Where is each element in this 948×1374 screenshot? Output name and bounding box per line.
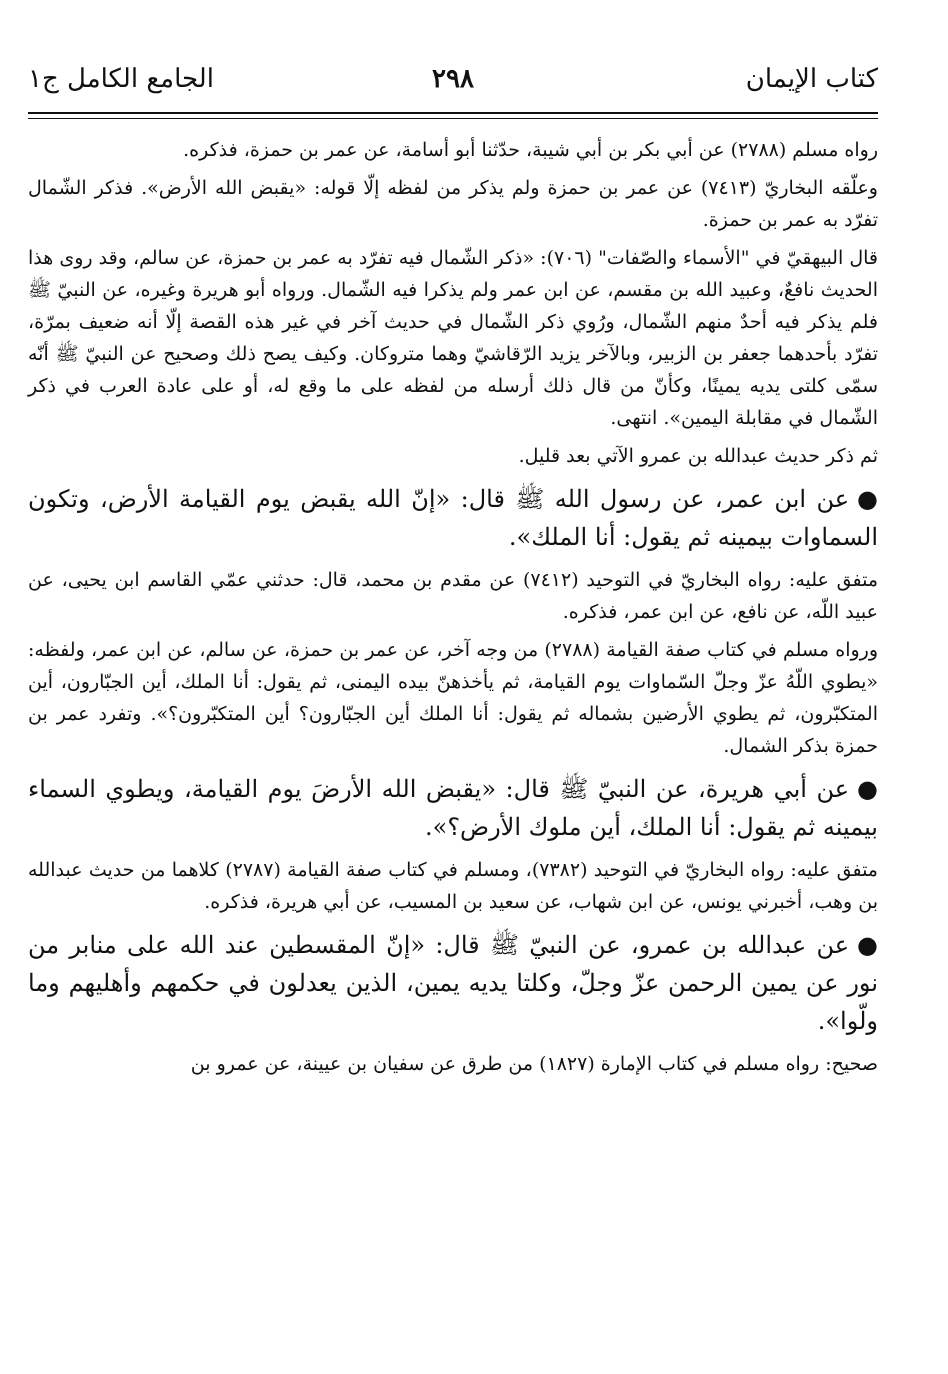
paragraph-footnote: متفق عليه: رواه البخاريّ في التوحيد (٧٤١٢) عن مقدم بن محمد، قال: حدثني عمّي القاسم ابن يحيى، عن عبيد اللّه، عن نافع، عن ابن عمر، فذكره. <box>28 569 878 623</box>
paragraph-footnote: ورواه مسلم في كتاب صفة القيامة (٢٧٨٨) من وجه آخر، عن عمر بن حمزة، عن سالم، عن ابن عمر، ولفظه: «يطوي اللّهُ عزّ وجلّ السّماوات يوم القيامة، ثم يأخذهنّ بيده اليمنى، ثم يقول: أنا الملك، أين الجبّارون، أين المتكبّرون، ثم يطوي الأرضين بشماله ثم يقول: أنا الملك أين الجبّارون؟ أين المتكبّرون؟». وتفرد عمر بن حمزة بذكر الشمال. <box>28 639 878 757</box>
header-rule-thin <box>28 118 878 119</box>
bullet-icon: ● <box>857 775 878 803</box>
bullet-icon: ● <box>857 931 878 959</box>
paragraph-footnote: رواه مسلم (٢٧٨٨) عن أبي بكر بن أبي شيبة، حدّثنا أبو أسامة، عن عمر بن حمزة، فذكره. <box>183 139 878 161</box>
hadith-text: عن أبي هريرة، عن النبيّ ﷺ قال: «يقبض الله الأرضَ يوم القيامة، ويطوي السماء بيمينه ثم يقول: أنا الملك، أين ملوك الأرض؟». <box>28 775 878 841</box>
page-body <box>28 134 878 1080</box>
document-page <box>28 0 878 1374</box>
header-rule <box>28 112 878 114</box>
hadith-paragraph <box>28 480 878 556</box>
paragraph-footnote: صحيح: رواه مسلم في كتاب الإمارة (١٨٢٧) من طرق عن سفيان بن عيينة، عن عمرو بن <box>190 1053 878 1075</box>
bullet-icon: ● <box>857 485 878 513</box>
chapter-title: كتاب الإيمان <box>745 64 878 94</box>
hadith-text: عن عبدالله بن عمرو، عن النبيّ ﷺ قال: «إنّ المقسطين عند الله على منابر من نور عن يمين الرحمن عزّ وجلّ، وكلتا يديه يمين، الذين يعدلون في حكمهم وأهليهم وما ولّوا». <box>28 931 878 1035</box>
hadith-paragraph <box>28 770 878 846</box>
paragraph-footnote: ثم ذكر حديث عبدالله بن عمرو الآتي بعد قليل. <box>518 445 878 467</box>
page-number: ٢٩٨ <box>432 64 474 94</box>
paragraph-footnote: متفق عليه: رواه البخاريّ في التوحيد (٧٣٨٢)، ومسلم في كتاب صفة القيامة (٢٧٨٧) كلاهما من حديث عبدالله بن وهب، أخبرني يونس، عن ابن شهاب، عن سعيد بن المسيب، عن أبي هريرة، فذكره. <box>28 859 878 913</box>
paragraph-footnote: وعلّقه البخاريّ (٧٤١٣) عن عمر بن حمزة ولم يذكر من لفظه إلّا قوله: «يقبض الله الأرض». فذكر الشّمال تفرّد به عمر بن حمزة. <box>28 177 878 231</box>
paragraph-footnote: قال البيهقيّ في "الأسماء والصّفات" (٧٠٦): «ذكر الشّمال فيه تفرّد به عمر بن حمزة، عن سالم، وقد روى هذا الحديث نافعٌ، وعبيد الله بن مقسم، عن ابن عمر ولم يذكرا فيه الشّمال. ورواه أبو هريرة وغيره، عن النبيّ ﷺ فلم يذكر فيه أحدٌ منهم الشّمال، ورُوي ذكر الشّمال في حديث آخر في غير هذه القصة إلّا أنه ضعيف بمرّة، تفرّد بأحدهما جعفر بن الزبير، وبالآخر يزيد الرّقاشيّ وهما متروكان. وكيف يصح ذلك وصحيح عن النبيّ ﷺ أنّه سمّى كلتى يديه يمينًا، وكأنّ من قال ذلك أرسله من لفظه على ما وقع له، أو على عادة العرب في ذكر الشّمال في مقابلة اليمين». انتهى. <box>28 247 879 429</box>
book-title: الجامع الكامل ج١ <box>28 64 214 94</box>
hadith-text: عن ابن عمر، عن رسول الله ﷺ قال: «إنّ الله يقبض يوم القيامة الأرض، وتكون السماوات بيمينه ثم يقول: أنا الملك». <box>28 485 878 551</box>
page-header <box>28 64 878 104</box>
hadith-paragraph <box>28 926 878 1040</box>
